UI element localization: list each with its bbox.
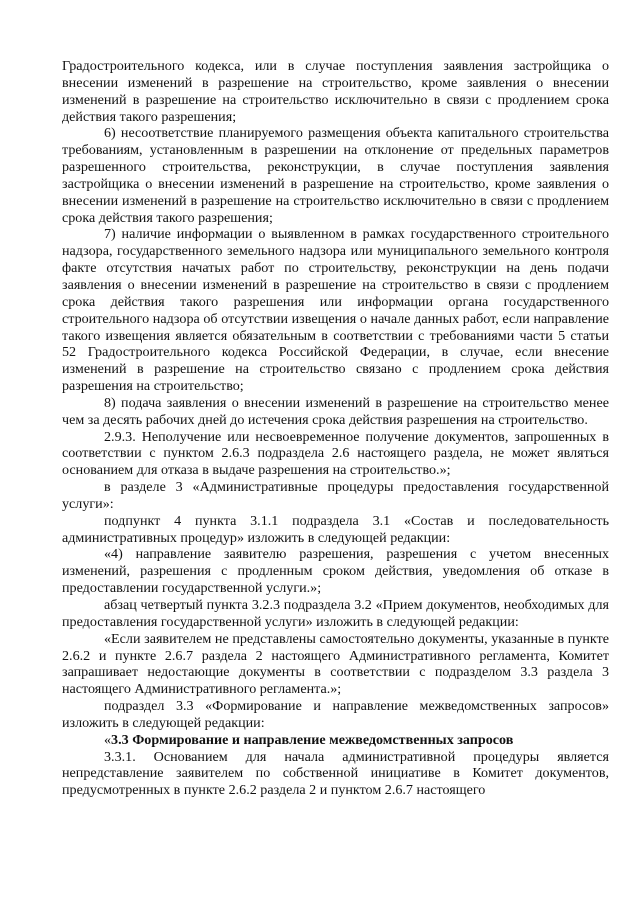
paragraph-item-6: 6) несоответствие планируемого размещения объекта капитального строительства требованиям, установленным в разрешении на отклонение от предельных параметров разрешенного строительства, реконструкции, в случае поступления заявления застройщика о внесении изменений в разрешение на строительство, кроме заявления о внесении изменений в разрешение на строительство исключительно в связи с продлением срока действия такого разрешения;	[62, 125, 609, 226]
paragraph-subitem-4: подпункт 4 пункта 3.1.1 подраздела 3.1 «Состав и последовательность административных процедур» изложить в следующей редакции:	[62, 512, 609, 546]
paragraph-continuation: Градостроительного кодекса, или в случае поступления заявления застройщика о внесении изменений в разрешение на строительство, кроме заявления о внесении изменений в разрешение на строительство исключительно в связи с продлением срока действия такого разрешения;	[62, 58, 609, 125]
paragraph-abzac: абзац четвертый пункта 3.2.3 подраздела 3.2 «Прием документов, необходимых для предоставления государственной услуги» изложить в следующей редакции:	[62, 597, 609, 630]
paragraph-item-8: 8) подача заявления о внесении изменений в разрешение на строительство менее чем за десять рабочих дней до истечения срока действия разрешения на строительство.	[62, 394, 609, 428]
paragraph-quote-if: «Если заявителем не представлены самостоятельно документы, указанные в пункте 2.6.2 и пункте 2.6.7 раздела 2 настоящего Административного регламента, Комитет запрашивает недостающие документы в соответствии с подразделом 3.3 раздела 3 настоящего Административного регламента.»;	[62, 630, 609, 698]
paragraph-subsection-3-3: подраздел 3.3 «Формирование и направление межведомственных запросов» изложить в следующей редакции:	[62, 698, 609, 731]
heading-title: 3.3 Формирование и направление межведомственных запросов	[111, 731, 514, 748]
document-body	[62, 58, 609, 799]
paragraph-section-3: в разделе 3 «Административные процедуры предоставления государственной услуги»:	[62, 479, 609, 512]
paragraph-quote-4: «4) направление заявителю разрешения, разрешения с учетом внесенных изменений, разрешения с продленным сроком действия, уведомления об отказе в предоставлении государственной услуги.»;	[62, 546, 609, 597]
paragraph-item-7: 7) наличие информации о выявленном в рамках государственного строительного надзора, государственного земельного надзора или муниципального земельного контроля факте отсутствия начатых работ по строительству, реконструкции на день подачи заявления о внесении изменений в разрешение на строительство в связи с продлением срока действия такого разрешения или информации органа государственного строительного надзора об отсутствии извещения о начале данных работ, если направление такого извещения является обязательным в соответствии с требованиями части 5 статьи 52 Градостроительного кодекса Российской Федерации, в случае, если внесение изменений в разрешение на строительство связано с продлением срока действия разрешения на строительство;	[62, 226, 609, 395]
heading-quote-mark: «	[104, 731, 112, 748]
subsection-heading	[62, 732, 609, 749]
paragraph-2-9-3: 2.9.3. Неполучение или несвоевременное получение документов, запрошенных в соответствии с пунктом 2.6.3 подраздела 2.6 настоящего раздела, не может являться основанием для отказа в выдаче разрешения на строительство.»;	[62, 428, 609, 479]
paragraph-3-3-1: 3.3.1. Основанием для начала административной процедуры является непредставление заявителем по собственной инициативе в Комитет документов, предусмотренных в пункте 2.6.2 раздела 2 и пунктом 2.6.7 настоящего	[62, 748, 609, 799]
